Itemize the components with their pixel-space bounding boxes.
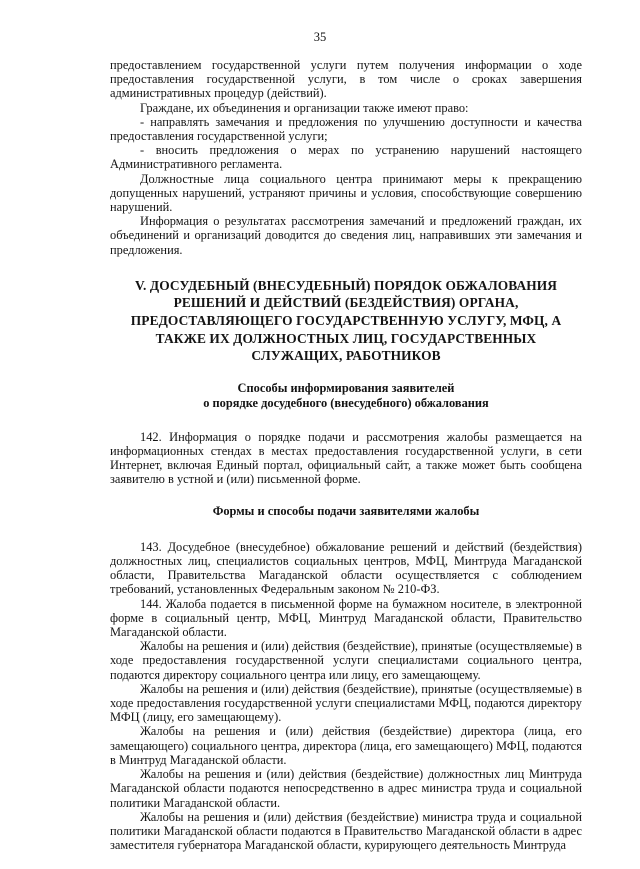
subsection-title-line: Способы информирования заявителей [237, 380, 455, 395]
paragraph-complaints-mfc: Жалобы на решения и (или) действия (бездействие), принятые (осуществляемые) в ходе предоставления государственной услуги специалистами МФЦ, подаются директору МФЦ (лицу, его замещающему). [110, 681, 582, 725]
paragraph-right-2: - вносить предложения о мерах по устранению нарушений настоящего Административного регламента. [110, 143, 582, 172]
subsection-title-informing [110, 381, 582, 412]
paragraph-continuation: предоставлением государственной услуги путем получения информации о ходе предоставления государственной услуги, в том числе о сроках завершения административных процедур (действий). [110, 58, 582, 101]
paragraph-officials-measures: Должностные лица социального центра принимают меры к прекращению допущенных нарушений, устраняют причины и условия, способствующие совершению нарушений. [110, 171, 582, 215]
paragraph-complaints-minister: Жалобы на решения и (или) действия (бездействие) министра труда и социальной политики Магаданской области подаются в Правительство Магаданской области в адрес заместителя губернатора Магаданской области, курирующего деятельность Минтруда [110, 809, 582, 853]
paragraph-complaints-mintrud-officials: Жалобы на решения и (или) действия (бездействие) должностных лиц Минтруда Магаданской области подаются непосредственно в адрес министра труда и социальной политики Магаданской области. [110, 767, 582, 810]
paragraph-143: 143. Досудебное (внесудебное) обжалование решений и действий (бездействия) должностных лиц, специалистов социальных центров, МФЦ, Минтруда Магаданской области, Правительства Магаданской области осуществляется с соблюдением требований, установленных Федеральным законом № 210-ФЗ. [110, 539, 582, 597]
section-title: V. ДОСУДЕБНЫЙ (ВНЕСУДЕБНЫЙ) ПОРЯДОК ОБЖАЛОВАНИЯ РЕШЕНИЙ И ДЕЙСТВИЙ (БЕЗДЕЙСТВИЯ) ОРГАНА, ПРЕДОСТАВЛЯЮЩЕГО ГОСУДАРСТВЕННУЮ УСЛУГУ, МФЦ, А ТАКЖЕ ИХ ДОЛЖНОСТНЫХ ЛИЦ, ГОСУДАРСТВЕННЫХ СЛУЖАЩИХ, РАБОТНИКОВ [130, 277, 562, 364]
paragraph-results-info: Информация о результатах рассмотрения замечаний и предложений граждан, их объединений и организаций доводится до сведения лиц, направивших эти замечания и предложения. [110, 214, 582, 257]
paragraph-right-1: - направлять замечания и предложения по улучшению доступности и качества предоставления государственной услуги; [110, 114, 582, 144]
page-number: 35 [313, 30, 327, 44]
paragraph-rights-intro: Граждане, их объединения и организации также имеют право: [140, 100, 469, 115]
document-body [110, 58, 582, 852]
paragraph-complaints-directors: Жалобы на решения и (или) действия (бездействие) директора (лица, его замещающего) социального центра, директора (лица, его замещающего) МФЦ, подаются в Минтруд Магаданской области. [110, 724, 582, 767]
paragraph-complaints-social-center: Жалобы на решения и (или) действия (бездействие), принятые (осуществляемые) в ходе предоставления государственной услуги специалистами социального центра, подаются директору социального центра или лицу, его замещающему. [110, 639, 582, 682]
paragraph-142: 142. Информация о порядке подачи и рассмотрения жалобы размещается на информационных стендах в местах предоставления государственной услуги, в сети Интернет, включая Единый портал, официальный сайт, а также может быть сообщена заявителю в устной и (или) письменной форме. [110, 429, 582, 487]
subsection-title-line: о порядке досудебного (внесудебного) обжалования [203, 396, 489, 411]
paragraph-144: 144. Жалоба подается в письменной форме на бумажном носителе, в электронной форме в социальный центр, МФЦ, Минтруд Магаданской области, Правительство Магаданской области. [110, 596, 582, 640]
subsection-title-complaint-forms: Формы и способы подачи заявителями жалобы [212, 504, 480, 519]
